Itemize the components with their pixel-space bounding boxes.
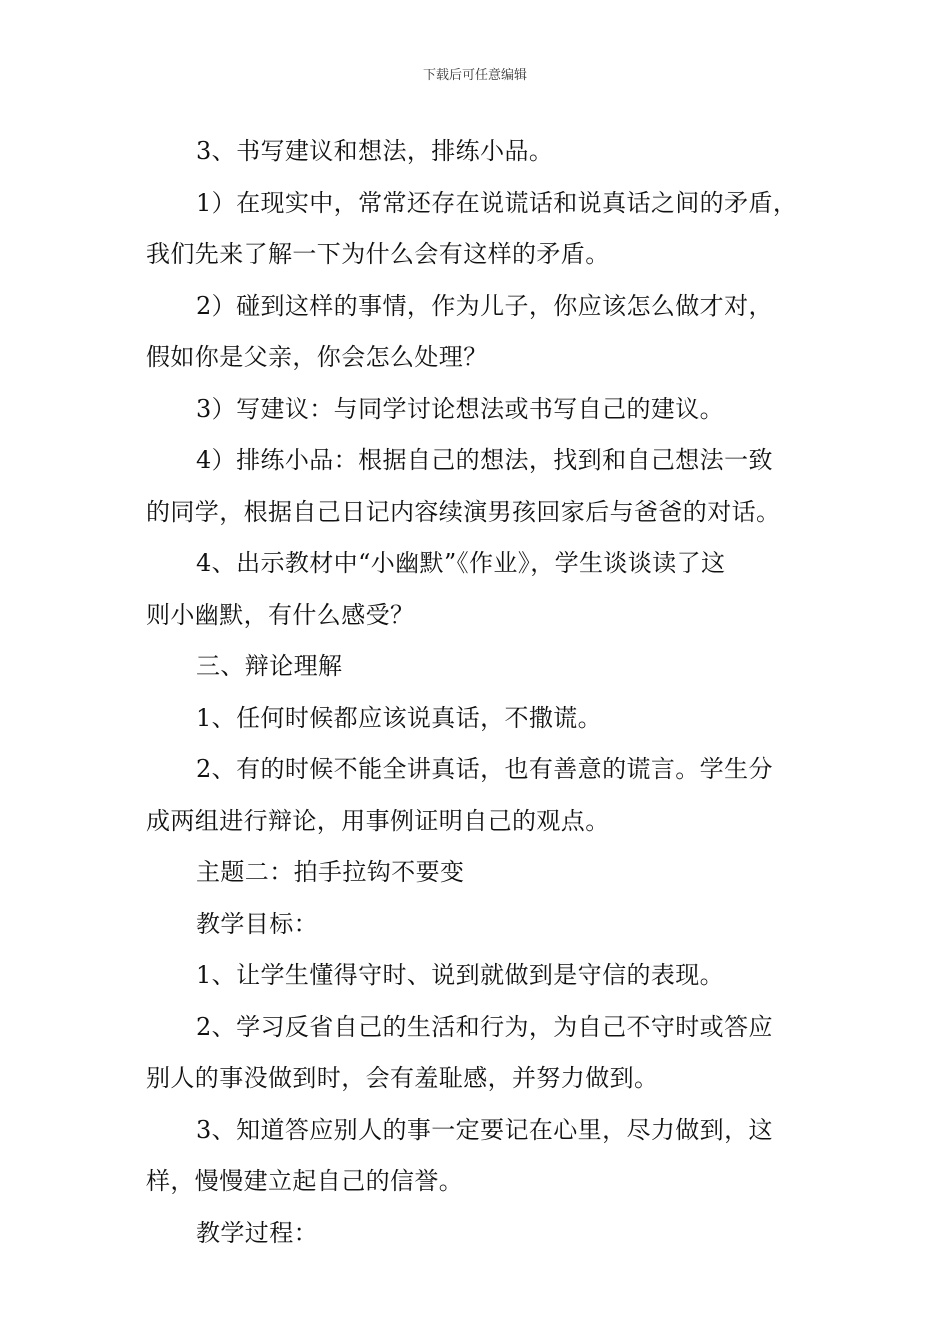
paragraph-line: 3、知道答应别人的事一定要记在心里，尽力做到，这 [196, 1115, 773, 1144]
document-body [146, 126, 810, 1259]
paragraph-line: 4、出示教材中“小幽默”《作业》，学生谈谈读了这 [196, 549, 726, 577]
paragraph-line: 的同学，根据自己日记内容续演男孩回家后与爸爸的对话。 [146, 497, 781, 526]
section-heading: 主题二：拍手拉钩不要变 [196, 858, 465, 886]
paragraph-line: 别人的事没做到时，会有羞耻感，并努力做到。 [146, 1064, 659, 1092]
paragraph-line: 4）排练小品：根据自己的想法，找到和自己想法一致 [196, 446, 773, 474]
paragraph-line: 1、让学生懂得守时、说到就做到是守信的表现。 [196, 961, 725, 989]
paragraph-line: 假如你是父亲，你会怎么处理？ [146, 343, 488, 371]
section-heading: 教学目标： [196, 909, 318, 938]
paragraph-line: 1、任何时候都应该说真话，不撒谎。 [196, 703, 603, 732]
section-heading: 三、辩论理解 [196, 652, 343, 680]
paragraph-line: 样，慢慢建立起自己的信誉。 [146, 1167, 464, 1195]
paragraph-line: 则小幽默，有什么感受？ [146, 600, 415, 629]
page-header-note: 下载后可任意编辑 [422, 68, 527, 83]
paragraph-line: 1）在现实中，常常还存在说谎话和说真话之间的矛盾， [196, 188, 798, 217]
paragraph-line: 成两组进行辩论，用事例证明自己的观点。 [146, 806, 610, 835]
paragraph-line: 2）碰到这样的事情，作为儿子，你应该怎么做才对， [196, 291, 773, 320]
paragraph-line: 2、学习反省自己的生活和行为，为自己不守时或答应 [196, 1012, 773, 1041]
paragraph-line: 3、书写建议和想法，排练小品。 [196, 137, 554, 165]
section-heading: 教学过程： [196, 1218, 318, 1247]
paragraph-line: 3）写建议：与同学讨论想法或书写自己的建议。 [196, 394, 725, 423]
paragraph-line: 2、有的时候不能全讲真话，也有善意的谎言。学生分 [196, 755, 773, 783]
paragraph-line: 我们先来了解一下为什么会有这样的矛盾。 [146, 240, 610, 268]
